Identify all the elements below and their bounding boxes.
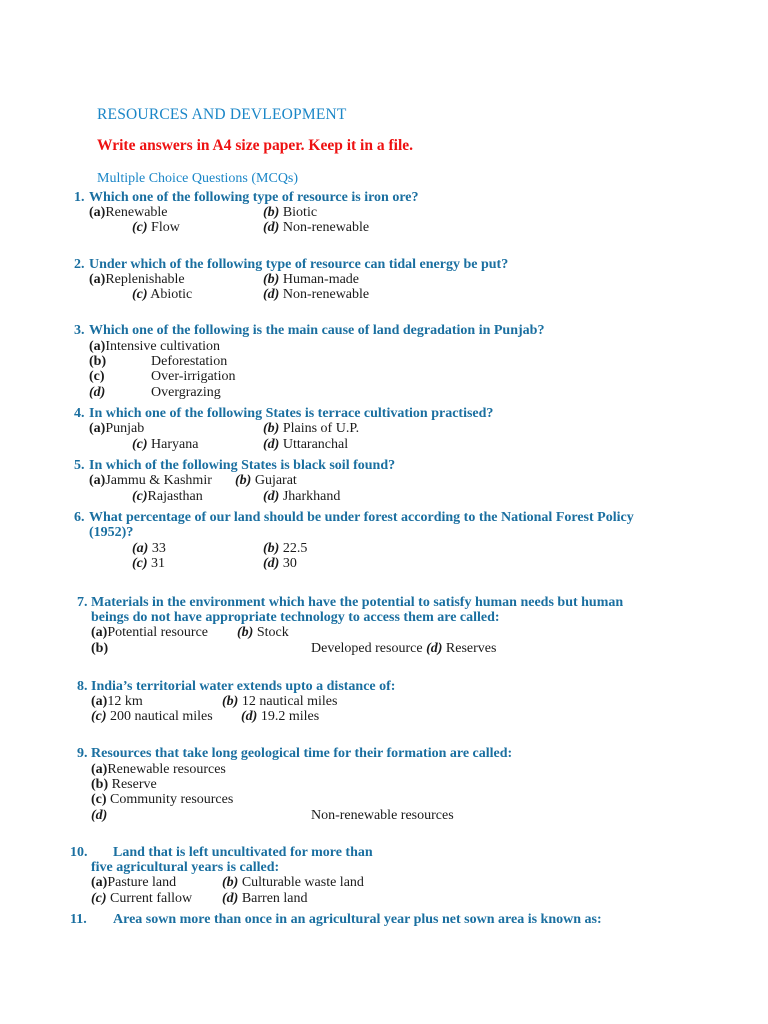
option-b: (b) Human-made [263,272,360,287]
option-a: (a)Jammu & Kashmir [89,473,212,488]
option-a: (a)Punjab [89,421,145,436]
option-d: (d) Non-renewable [263,287,370,302]
question-text: Under which of the following type of resource can tidal energy be put? [89,257,509,272]
question-text: Resources that take long geological time for their formation are called: [91,746,513,761]
option-d: (d) Barren land [222,891,308,906]
question-text: Which one of the following is the main cause of land degradation in Punjab? [89,323,545,338]
question-number: 5. [74,458,85,473]
question-text: In which one of the following States is terrace cultivation practised? [89,406,494,421]
option-c: (c) Haryana [132,437,199,452]
question-text-cont: five agricultural years is called: [91,860,280,875]
option-a: (a)Renewable [89,205,168,220]
option-a: (a) 33 [132,541,166,556]
option-a: (a)12 km [91,694,143,709]
question-number: 8. [77,679,88,694]
question-text: India’s territorial water extends upto a distance of: [91,679,396,694]
instruction-text: Write answers in A4 size paper. Keep it in a file. [97,137,414,154]
question-number: 1. [74,190,85,205]
option-d: (d) 19.2 miles [241,709,320,724]
option-d: (d) Non-renewable [263,220,370,235]
option-b: (b) Gujarat [235,473,297,488]
question-text: Land that is left uncultivated for more than [113,845,373,860]
option-c: (c) Abiotic [132,287,193,302]
option-a: (a)Potential resource [91,625,209,640]
question-number: 11. [70,912,87,927]
option-c-mark: (b) [91,641,109,656]
option-a: (a)Intensive cultivation [89,339,221,354]
page-title: RESOURCES AND DEVLEOPMENT [97,106,347,123]
question-number: 7. [77,595,88,610]
question-text: Materials in the environment which have the potential to satisfy human needs but human [91,595,624,610]
option-c: (c) Community resources [91,792,234,807]
question-text: In which of the following States is black soil found? [89,458,396,473]
question-number: 2. [74,257,85,272]
option-c: (c)Rajasthan [132,489,203,504]
question-number: 9. [77,746,88,761]
question-number: 3. [74,323,85,338]
option-b: (b) Biotic [263,205,318,220]
question-text: Area sown more than once in an agricultural year plus net sown area is known as: [113,912,602,927]
question-text-cont: beings do not have appropriate technology to access them are called: [91,610,500,625]
option-c-mark: (c) [89,369,105,384]
question-number: 6. [74,510,85,525]
option-a: (a)Replenishable [89,272,185,287]
option-b: (b) Culturable waste land [222,875,364,890]
option-d-mark: (d) [91,808,108,823]
question-number: 10. [70,845,88,860]
option-d: (d) Jharkhand [263,489,341,504]
option-d: Developed resource (d) Reserves [311,641,497,656]
option-c: (c) 31 [132,556,166,571]
option-c: (c) 200 nautical miles [91,709,213,724]
option-c-text: Over-irrigation [151,369,236,384]
option-b: (b) Stock [237,625,289,640]
option-c: (c) Flow [132,220,180,235]
option-b: (b) 12 nautical miles [222,694,338,709]
option-d: (d) 30 [263,556,297,571]
option-d: (d) Uttaranchal [263,437,349,452]
option-c: (c) Current fallow [91,891,193,906]
question-text: What percentage of our land should be under forest according to the National Forest Policy [89,510,634,525]
question-text-cont: (1952)? [89,525,134,540]
question-text: Which one of the following type of resource is iron ore? [89,190,419,205]
option-a: (a)Renewable resources [91,762,226,777]
option-d-text: Overgrazing [151,385,221,400]
option-b: (b) Plains of U.P. [263,421,360,436]
option-a: (a)Pasture land [91,875,177,890]
option-d-text: Non-renewable resources [311,808,454,823]
option-b-text: Deforestation [151,354,228,369]
section-heading: Multiple Choice Questions (MCQs) [97,171,299,186]
option-b: (b) 22.5 [263,541,308,556]
option-b-mark: (b) [89,354,107,369]
option-b: (b) Reserve [91,777,157,792]
option-d-mark: (d) [89,385,106,400]
question-number: 4. [74,406,85,421]
